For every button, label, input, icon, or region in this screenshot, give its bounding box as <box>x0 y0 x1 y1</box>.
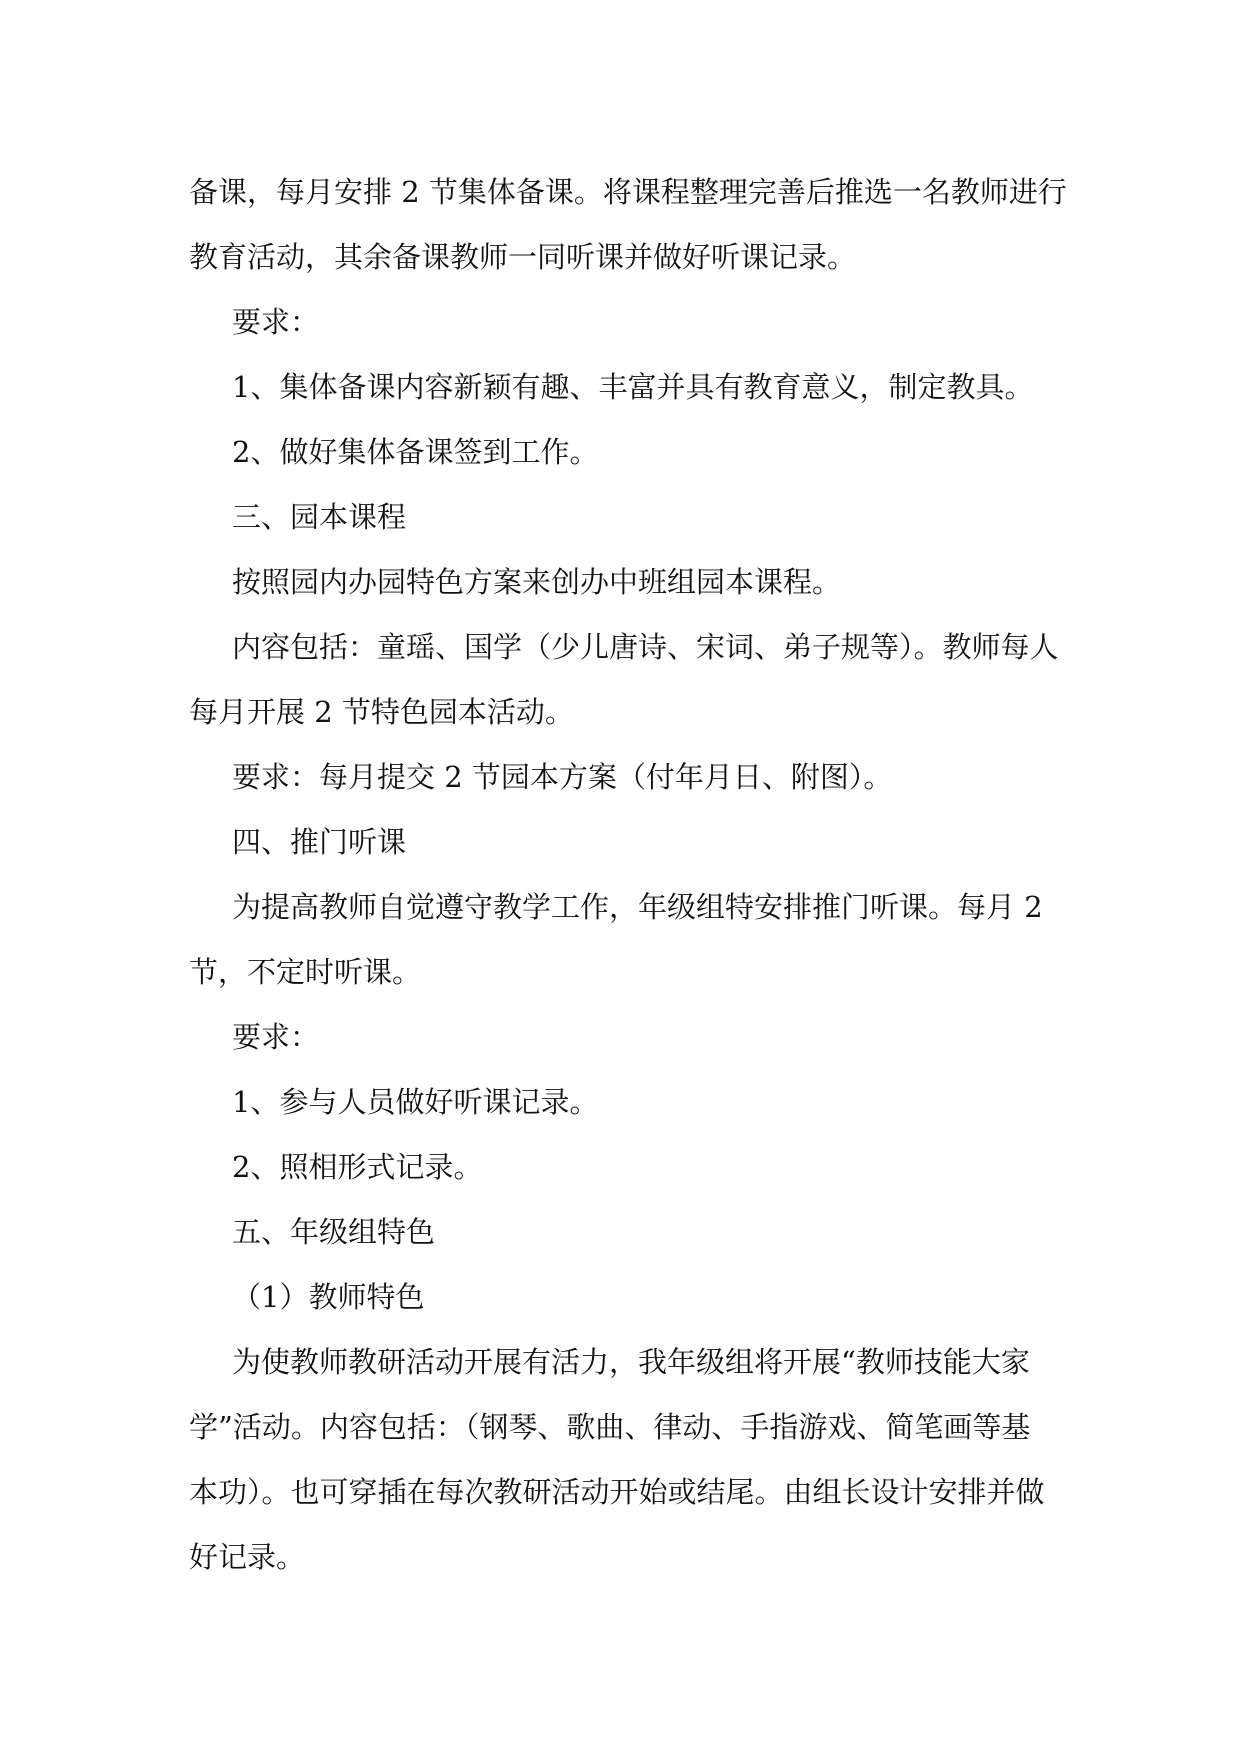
text-line-4: 1、集体备课内容新颖有趣、丰富并具有教育意义，制定教具。 <box>232 370 1034 404</box>
text-line-2: 教育活动，其余备课教师一同听课并做好听课记录。 <box>189 240 857 274</box>
text-line-12: 为提高教师自觉遵守教学工作，年级组特安排推门听课。每月 2 <box>232 890 1043 924</box>
section-heading-3: 三、园本课程 <box>232 500 407 534</box>
text-line-19: 为使教师教研活动开展有活力，我年级组将开展“教师技能大家 <box>232 1345 1030 1379</box>
text-line-16: 2、照相形式记录。 <box>232 1150 483 1184</box>
subsection-heading-1: （1）教师特色 <box>232 1280 425 1314</box>
document-body <box>189 160 1069 1590</box>
text-line-7: 按照园内办园特色方案来创办中班组园本课程。 <box>232 565 842 599</box>
text-line-9: 每月开展 2 节特色园本活动。 <box>189 695 574 729</box>
text-line-1: 备课，每月安排 2 节集体备课。将课程整理完善后推选一名教师进行 <box>189 175 1067 209</box>
text-line-20: 学”活动。内容包括：（钢琴、歌曲、律动、手指游戏、简笔画等基 <box>189 1410 1031 1444</box>
section-heading-4: 四、推门听课 <box>232 825 407 859</box>
text-line-8: 内容包括：童瑶、国学（少儿唐诗、宋词、弟子规等）。教师每人 <box>232 630 1059 664</box>
text-line-5: 2、做好集体备课签到工作。 <box>232 435 599 469</box>
text-line-10: 要求：每月提交 2 节园本方案（付年月日、附图）。 <box>232 760 893 794</box>
text-line-3: 要求： <box>232 305 320 339</box>
text-line-13: 节，不定时听课。 <box>189 955 422 989</box>
text-line-14: 要求： <box>232 1020 320 1054</box>
section-heading-5: 五、年级组特色 <box>232 1215 436 1249</box>
text-line-22: 好记录。 <box>189 1540 306 1574</box>
text-line-21: 本功）。也可穿插在每次教研活动开始或结尾。由组长设计安排并做 <box>189 1475 1045 1509</box>
text-line-15: 1、参与人员做好听课记录。 <box>232 1085 599 1119</box>
